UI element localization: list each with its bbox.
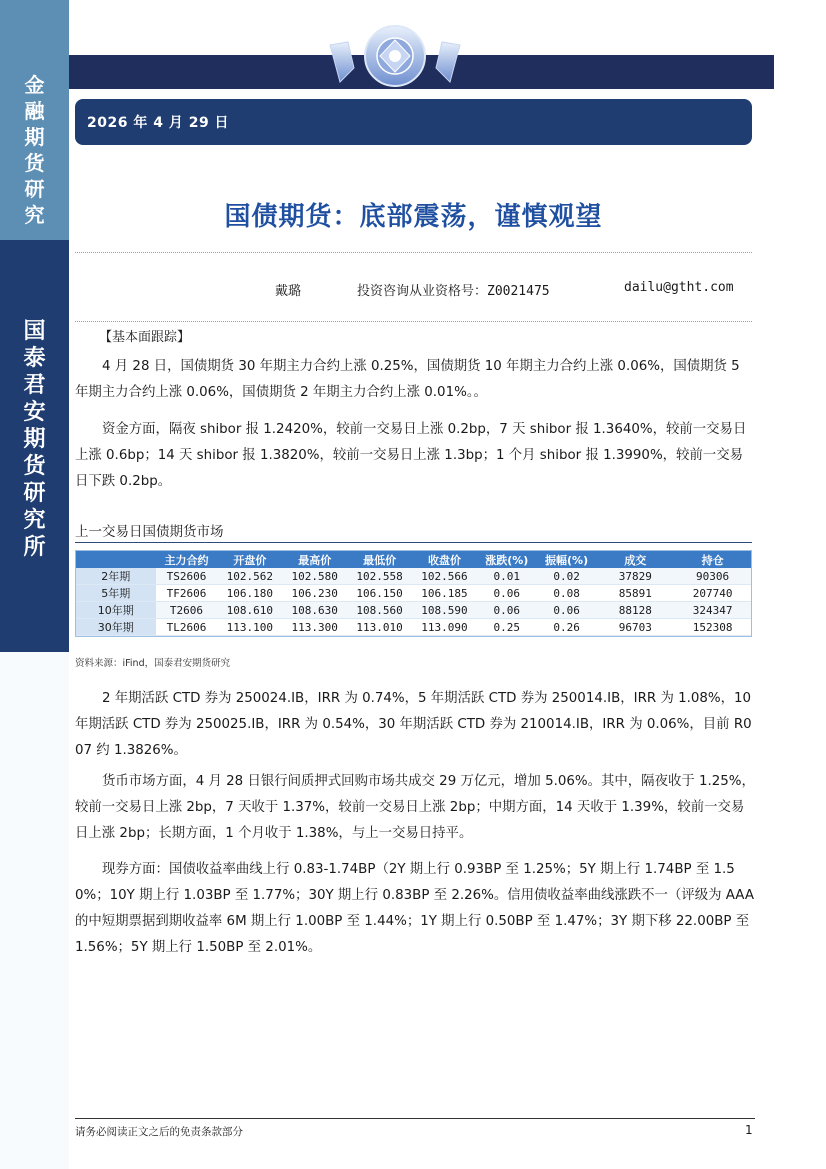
table-cell: TL2606 xyxy=(156,619,218,636)
sidebar-char: 货 xyxy=(23,453,46,479)
table-source: 资料来源：iFind，国泰君安期货研究 xyxy=(75,658,231,669)
table-cell: 30年期 xyxy=(76,619,156,636)
table-row xyxy=(76,585,751,602)
table-cell: 2年期 xyxy=(76,568,156,585)
table-header-cell xyxy=(76,551,156,568)
table-cell: 88128 xyxy=(596,602,674,619)
table-cell: 113.100 xyxy=(217,619,282,636)
table-cell: 113.010 xyxy=(347,619,412,636)
table-header-cell: 主力合约 xyxy=(156,551,218,568)
table-header-cell: 涨跌(%) xyxy=(477,551,537,568)
table-cell: 102.562 xyxy=(217,568,282,585)
table-cell: 108.590 xyxy=(412,602,477,619)
table-cell: T2606 xyxy=(156,602,218,619)
sidebar-char: 究 xyxy=(24,203,45,227)
sidebar-char: 期 xyxy=(23,426,46,452)
table-row xyxy=(76,602,751,619)
footer-disclaimer: 请务必阅读正文之后的免责条款部分 xyxy=(75,1126,243,1138)
report-title: 国债期货：底部震荡，谨慎观望 xyxy=(224,202,603,232)
sidebar-char: 研 xyxy=(23,480,46,506)
table-cell: 0.26 xyxy=(537,619,597,636)
paragraph-ctd: 2 年期活跃 CTD 券为 250024.IB，IRR 为 0.74%，5 年期活跃 CTD 券为 250014.IB，IRR 为 1.08%，10 年期活跃 CTD 券为 250025.IB，IRR 为 0.54%，30 年期活跃 CTD 券为 210014.IB，IRR 为 0.06%，目前 R007 约 1.3826%。 xyxy=(75,691,752,758)
table-cell: 0.06 xyxy=(477,585,537,602)
sidebar-char: 期 xyxy=(24,125,45,149)
author-email[interactable]: dailu@gtht.com xyxy=(624,280,734,295)
table-cell: 108.610 xyxy=(217,602,282,619)
table-cell: 0.25 xyxy=(477,619,537,636)
author-divider xyxy=(75,321,752,322)
table-cell: 108.560 xyxy=(347,602,412,619)
table-cell: 102.580 xyxy=(282,568,347,585)
paragraph-funding: 资金方面，隔夜 shibor 报 1.2420%，较前一交易日上涨 0.2bp，7 天 shibor 报 1.3640%，较前一交易日上涨 0.6bp；14 天 shibor 报 1.3820%，较前一交易日上涨 1.3bp；1 个月 shibor 报 1.3990%，较前一交易日下跌 0.2bp。 xyxy=(75,422,747,489)
table-cell: 37829 xyxy=(596,568,674,585)
table-cell: 207740 xyxy=(674,585,751,602)
table-cell: 10年期 xyxy=(76,602,156,619)
sidebar-bottom-panel xyxy=(0,652,69,1169)
sidebar-char: 融 xyxy=(24,99,45,123)
sidebar-char: 研 xyxy=(24,177,45,201)
table-title-underline xyxy=(75,542,752,543)
author-license: 投资咨询从业资格号：Z0021475 xyxy=(357,284,550,299)
table-header-cell: 持仓 xyxy=(674,551,751,568)
table-header-cell: 振幅(%) xyxy=(537,551,597,568)
report-date: 2026 年 4 月 29 日 xyxy=(87,115,230,131)
paragraph-money-market: 货币市场方面，4 月 28 日银行间质押式回购市场共成交 29 万亿元，增加 5.06%。其中，隔夜收于 1.25%，较前一交易日上涨 2bp，7 天收于 1.37%，较前一交易日上涨 2bp；中期方面，14 天收于 1.39%，较前一交易日上涨 2bp；长期方面，1 个月收于 1.38%，与上一交易日持平。 xyxy=(75,774,755,841)
table-cell: 0.02 xyxy=(537,568,597,585)
table-row xyxy=(76,568,751,585)
table-header-row xyxy=(76,551,751,568)
table-cell: 113.300 xyxy=(282,619,347,636)
sidebar-label-institute xyxy=(0,318,69,561)
table-cell: 102.558 xyxy=(347,568,412,585)
table-cell: 106.180 xyxy=(217,585,282,602)
sidebar-char: 金 xyxy=(24,73,45,97)
table-header-cell: 成交 xyxy=(596,551,674,568)
table-cell: 324347 xyxy=(674,602,751,619)
table-cell: 106.150 xyxy=(347,585,412,602)
table-title: 上一交易日国债期货市场 xyxy=(75,524,224,540)
footer-divider xyxy=(75,1118,755,1119)
date-bar xyxy=(75,99,752,145)
table-cell: 108.630 xyxy=(282,602,347,619)
table-cell: TF2606 xyxy=(156,585,218,602)
table-header-cell: 开盘价 xyxy=(217,551,282,568)
diamond-logo-icon xyxy=(320,20,470,90)
table-cell: 0.01 xyxy=(477,568,537,585)
table-header-cell: 收盘价 xyxy=(412,551,477,568)
table-cell: TS2606 xyxy=(156,568,218,585)
table-header-cell: 最高价 xyxy=(282,551,347,568)
table-cell: 113.090 xyxy=(412,619,477,636)
sidebar-char: 所 xyxy=(23,534,46,560)
table-cell: 106.230 xyxy=(282,585,347,602)
paragraph-spot-bonds: 现券方面：国债收益率曲线上行 0.83-1.74BP（2Y 期上行 0.93BP 至 1.25%；5Y 期上行 1.74BP 至 1.50%；10Y 期上行 1.03BP 至 1.77%；30Y 期上行 0.83BP 至 2.26%。信用债收益率曲线涨跌不一（评级为 AAA 的中短期票据到期收益率 6M 期上行 1.00BP 至 1.44%；1Y 期上行 0.50BP 至 1.47%；3Y 期下移 22.00BP 至 1.56%；5Y 期上行 1.50BP 至 2.01%。 xyxy=(75,862,754,955)
table-cell: 85891 xyxy=(596,585,674,602)
sidebar-char: 泰 xyxy=(23,345,46,371)
table-cell: 152308 xyxy=(674,619,751,636)
table-cell: 102.566 xyxy=(412,568,477,585)
table-cell: 90306 xyxy=(674,568,751,585)
table-cell: 0.06 xyxy=(477,602,537,619)
title-divider xyxy=(75,252,752,253)
table-cell: 5年期 xyxy=(76,585,156,602)
futures-market-table xyxy=(75,550,752,637)
left-sidebar xyxy=(0,0,69,1169)
table-cell: 0.06 xyxy=(537,602,597,619)
sidebar-char: 安 xyxy=(23,399,46,425)
table-cell: 106.185 xyxy=(412,585,477,602)
sidebar-char: 国 xyxy=(23,318,46,344)
table-row xyxy=(76,619,751,636)
sidebar-label-research xyxy=(0,72,69,228)
table-cell: 0.08 xyxy=(537,585,597,602)
sidebar-char: 君 xyxy=(23,372,46,398)
sidebar-char: 究 xyxy=(23,507,46,533)
sidebar-char: 货 xyxy=(24,151,45,175)
paragraph-futures: 4 月 28 日，国债期货 30 年期主力合约上涨 0.25%，国债期货 10 年期主力合约上涨 0.06%，国债期货 5 年期主力合约上涨 0.06%，国债期货 2 年期主力合约上涨 0.01%。。 xyxy=(75,359,740,400)
table-cell: 96703 xyxy=(596,619,674,636)
page-number: 1 xyxy=(745,1123,753,1137)
section-heading: 【基本面跟踪】 xyxy=(99,330,191,345)
table-header-cell: 最低价 xyxy=(347,551,412,568)
author-name: 戴璐 xyxy=(275,284,302,299)
